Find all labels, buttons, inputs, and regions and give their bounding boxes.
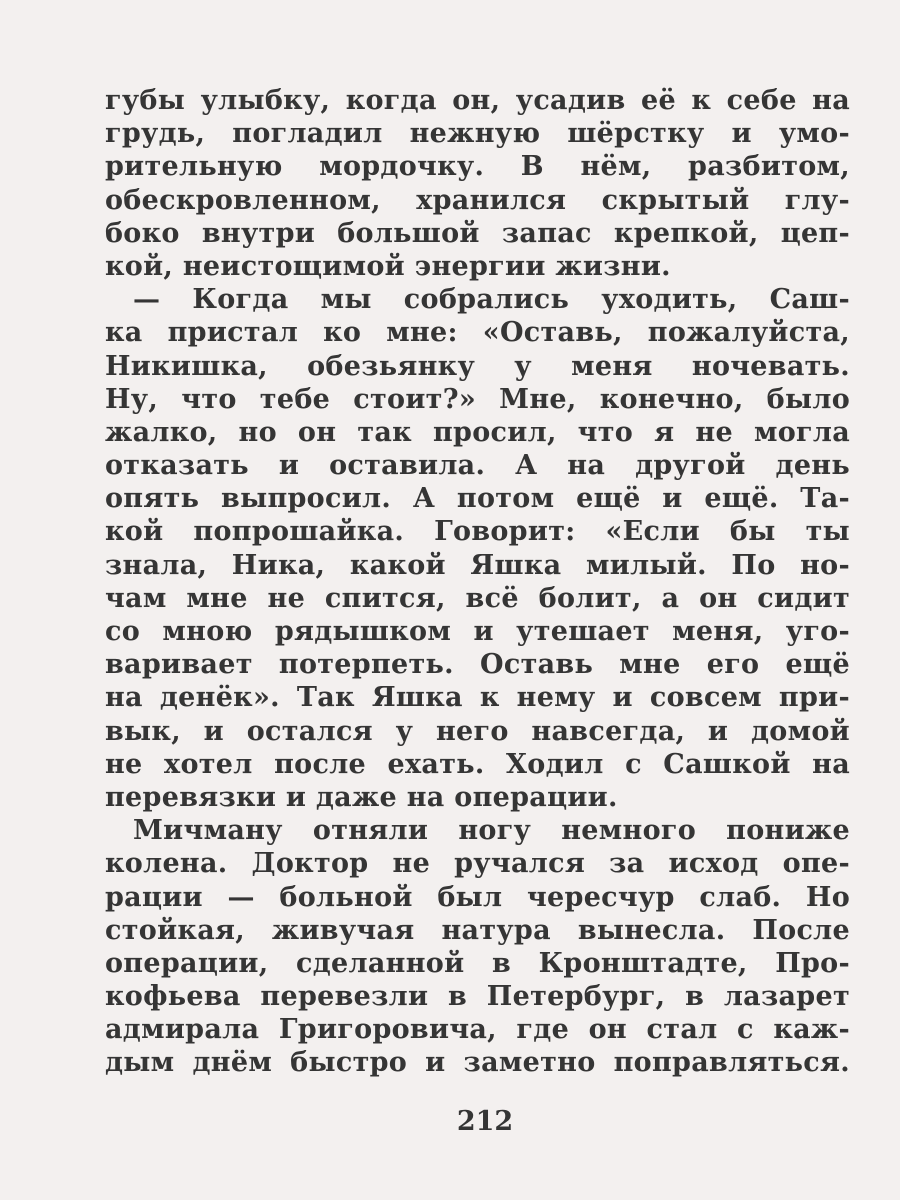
text-line: отказать и оставила. А на другой день — [105, 450, 850, 482]
text-line: кофьева перевезли в Петербург, в лазарет — [105, 981, 850, 1013]
text-line: обескровленном, хранился скрытый глу- — [105, 184, 850, 216]
text-line: дым днём быстро и заметно поправляться. — [105, 1047, 850, 1079]
text-line: колена. Доктор не ручался за исход опе- — [105, 848, 850, 880]
text-line: знала, Ника, какой Яшка милый. По но- — [105, 549, 850, 581]
text-line: кой, неистощимой энергии жизни. — [105, 250, 671, 282]
text-line: адмирала Григоровича, где он стал с каж- — [105, 1014, 850, 1046]
text-line: на денёк». Так Яшка к нему и совсем при- — [105, 682, 850, 714]
text-line: губы улыбку, когда он, усадив её к себе на — [105, 85, 850, 116]
text-line: операции, сделанной в Кронштадте, Про- — [105, 947, 850, 979]
text-line: чам мне не спится, всё болит, а он сидит — [105, 582, 850, 614]
text-line: не хотел после ехать. Ходил с Сашкой на — [105, 748, 850, 780]
text-line: вык, и остался у него навсегда, и домой — [105, 715, 850, 747]
text-line: Никишка, обезьянку у меня ночевать. — [105, 350, 850, 382]
text-line: — Когда мы собрались уходить, Саш- — [133, 284, 850, 316]
text-line: варивает потерпеть. Оставь мне его ещё — [105, 649, 850, 681]
text-line: ка пристал ко мне: «Оставь, пожалуйста, — [105, 317, 850, 349]
text-line: жалко, но он так просил, что я не могла — [105, 416, 850, 448]
text-line: перевязки и даже на операции. — [105, 781, 618, 813]
text-line: опять выпросил. А потом ещё и ещё. Та- — [105, 483, 850, 515]
text-line: со мною рядышком и утешает меня, уго- — [105, 616, 850, 647]
text-line: стойкая, живучая натура вынесла. После — [105, 914, 850, 946]
text-line: кой попрошайка. Говорит: «Если бы ты — [105, 516, 850, 548]
text-line: Мичману отняли ногу немного пониже — [133, 815, 850, 847]
page-number: 212 — [456, 1106, 514, 1137]
text-line: грудь, погладил нежную шёрстку и умо- — [105, 118, 850, 150]
page-body-text — [105, 84, 850, 1080]
text-line: рации — больной был чересчур слаб. Но — [105, 881, 850, 913]
text-line: Ну, что тебе стоит?» Мне, конечно, было — [105, 383, 850, 415]
text-line: рительную мордочку. В нём, разбитом, — [105, 151, 850, 183]
text-line: боко внутри большой запас крепкой, цеп- — [105, 217, 850, 249]
